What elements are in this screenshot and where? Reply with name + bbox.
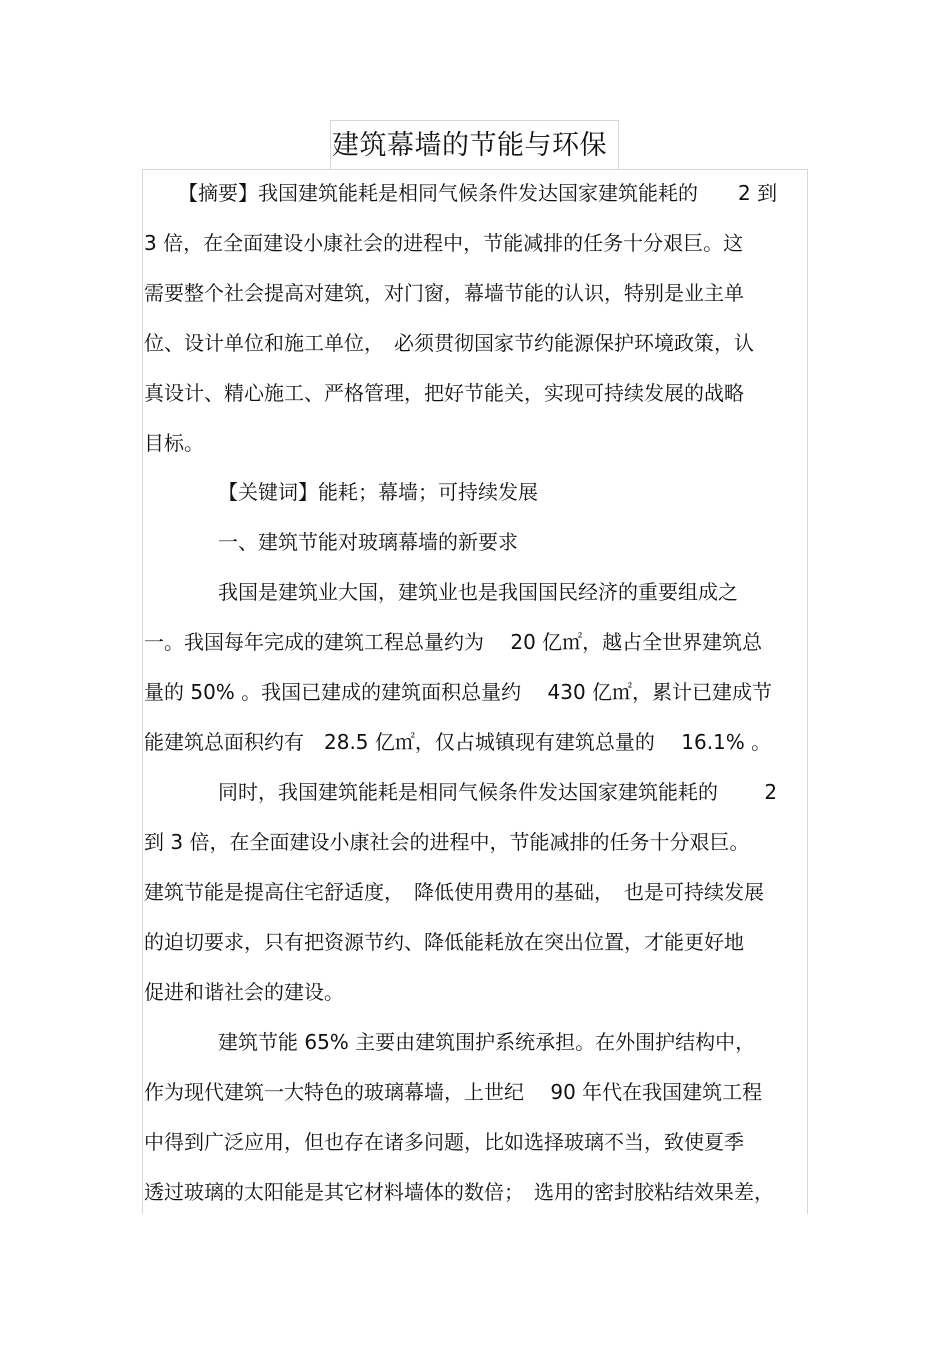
text-line: 的迫切要求，只有把资源节约、降低能耗放在突出位置，才能更好地 bbox=[144, 930, 744, 954]
document-title: 建筑幕墙的节能与环保 bbox=[332, 130, 607, 161]
text-line: 透过玻璃的太阳能是其它材料墙体的数倍； 选用的密封胶粘结效果差， bbox=[144, 1180, 774, 1204]
text-line: 量的 50% 。我国已建成的建筑面积总量约 430 亿㎡，累计已建成节 bbox=[144, 680, 773, 704]
keywords-line: 【关键词】能耗；幕墙；可持续发展 bbox=[218, 480, 538, 504]
text-line: 真设计、精心施工、严格管理，把好节能关，实现可持续发展的战略 bbox=[144, 381, 744, 405]
text-line: 一。我国每年完成的建筑工程总量约为 20 亿㎡，越占全世界建筑总 bbox=[144, 630, 763, 654]
text-line: 我国是建筑业大国，建筑业也是我国国民经济的重要组成之 bbox=[218, 580, 738, 604]
text-line: 3 倍，在全面建设小康社会的进程中，节能减排的任务十分艰巨。这 bbox=[144, 231, 744, 255]
text-line: 建筑节能 65% 主要由建筑围护系统承担。在外围护结构中， bbox=[218, 1030, 756, 1054]
text-line: 【摘要】我国建筑能耗是相同气候条件发达国家建筑能耗的 2 到 bbox=[178, 181, 778, 205]
text-line: 能建筑总面积约有 28.5 亿㎡，仅占城镇现有建筑总量的 16.1% 。 bbox=[144, 730, 772, 754]
text-line: 作为现代建筑一大特色的玻璃幕墙，上世纪 90 年代在我国建筑工程 bbox=[144, 1080, 763, 1104]
text-line: 需要整个社会提高对建筑，对门窗，幕墙节能的认识，特别是业主单 bbox=[144, 281, 744, 305]
section-heading: 一、建筑节能对玻璃幕墙的新要求 bbox=[218, 530, 518, 554]
text-line: 到 3 倍，在全面建设小康社会的进程中，节能减排的任务十分艰巨。 bbox=[144, 830, 750, 854]
text-line: 建筑节能是提高住宅舒适度， 降低使用费用的基础， 也是可持续发展 bbox=[144, 880, 764, 904]
text-line: 促进和谐社会的建设。 bbox=[144, 980, 344, 1004]
text-line: 位、设计单位和施工单位， 必须贯彻国家节约能源保护环境政策，认 bbox=[144, 331, 754, 355]
text-line: 同时，我国建筑能耗是相同气候条件发达国家建筑能耗的 2 bbox=[218, 780, 778, 804]
text-line: 中得到广泛应用，但也存在诸多问题，比如选择玻璃不当，致使夏季 bbox=[144, 1130, 744, 1154]
text-line: 目标。 bbox=[144, 431, 204, 455]
